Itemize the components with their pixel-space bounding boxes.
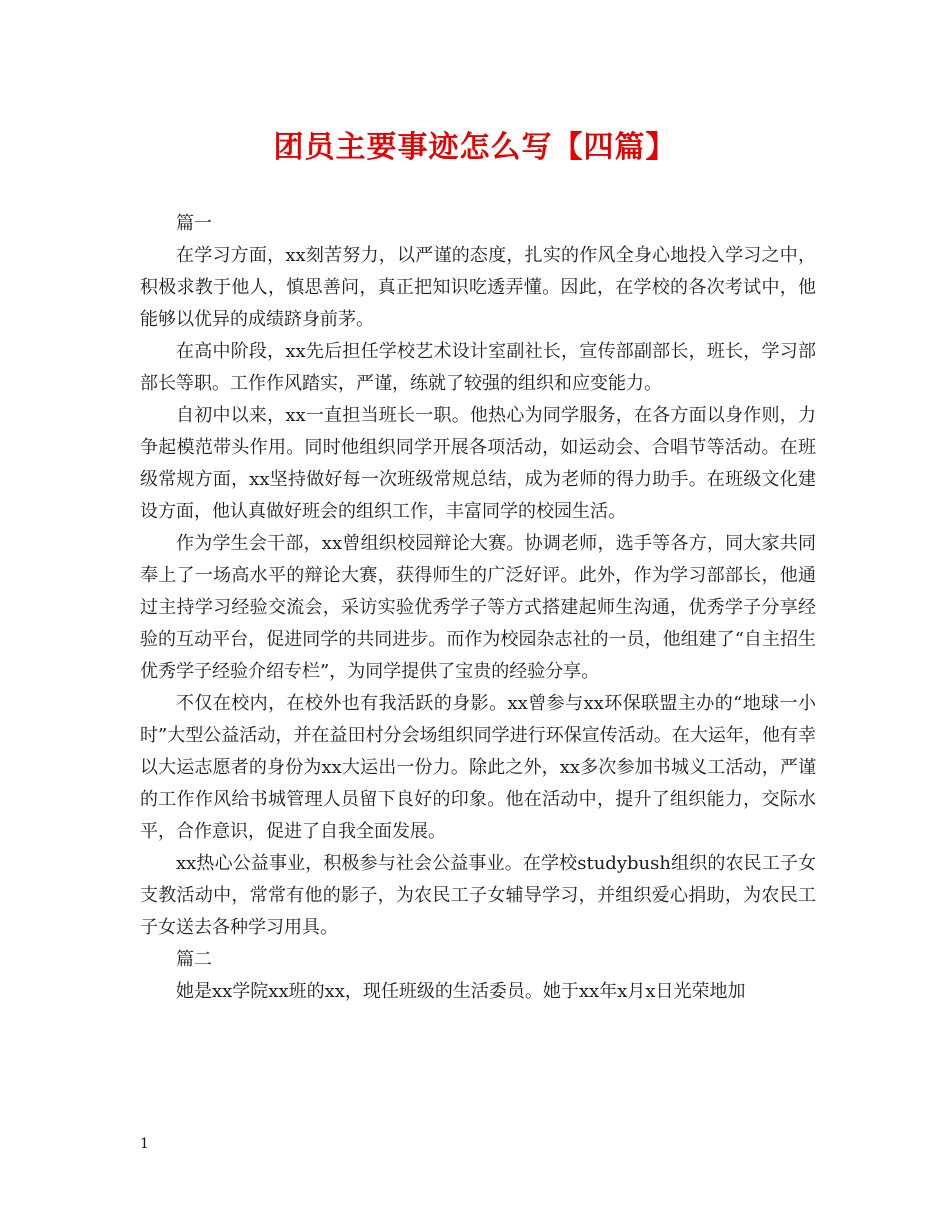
paragraph: 作为学生会干部，xx曾组织校园辩论大赛。协调老师，选手等各方，同大家共同奉上了一场高水平的辩论大赛，获得师生的广泛好评。此外，作为学习部部长，他通过主持学习经验交流会，采访实验优秀学子等方式搭建起师生沟通，优秀学子分享经验的互动平台，促进同学的共同进步。而作为校园杂志社的一员，他组建了“自主招生优秀学子经验介绍专栏”，为同学提供了宝贵的经验分享。	[140, 533, 816, 682]
paragraph: 自初中以来，xx一直担当班长一职。他热心为同学服务，在各方面以身作则，力争起模范带头作用。同时他组织同学开展各项活动，如运动会、合唱节等活动。在班级常规方面，xx坚持做好每一次班级常规总结，成为老师的得力助手。在班级文化建设方面，他认真做好班会的组织工作，丰富同学的校园生活。	[140, 405, 816, 522]
paragraph: 不仅在校内，在校外也有我活跃的身影。xx曾参与xx环保联盟主办的“地球一小时”大型公益活动，并在益田村分会场组织同学进行环保宣传活动。在大运年，他有幸以大运志愿者的身份为xx大运出一份力。除此之外，xx多次参加书城义工活动，严谨的工作作风给书城管理人员留下良好的印象。他在活动中，提升了组织能力，交际水平，合作意识，促进了自我全面发展。	[140, 693, 816, 842]
section-heading-2: 篇二	[176, 949, 212, 970]
paragraph: xx热心公益事业，积极参与社会公益事业。在学校studybush组织的农民工子女支教活动中，常常有他的影子，为农民工子女辅导学习，并组织爱心捐助，为农民工子女送去各种学习用具。	[140, 853, 816, 938]
paragraph: 在高中阶段，xx先后担任学校艺术设计室副社长，宣传部副部长，班长，学习部部长等职。工作作风踏实，严谨，练就了较强的组织和应变能力。	[140, 341, 816, 394]
document-title: 团员主要事迹怎么写【四篇】	[273, 130, 677, 165]
document-body	[140, 208, 816, 1008]
paragraph: 在学习方面，xx刻苦努力，以严谨的态度，扎实的作风全身心地投入学习之中，积极求教于他人，慎思善问，真正把知识吃透弄懂。因此，在学校的各次考试中，他能够以优异的成绩跻身前茅。	[140, 245, 816, 330]
paragraph: 她是xx学院xx班的xx，现任班级的生活委员。她于xx年x月x日光荣地加	[176, 981, 746, 1002]
section-heading-1: 篇一	[176, 213, 212, 234]
page-number: 1	[140, 1136, 149, 1152]
